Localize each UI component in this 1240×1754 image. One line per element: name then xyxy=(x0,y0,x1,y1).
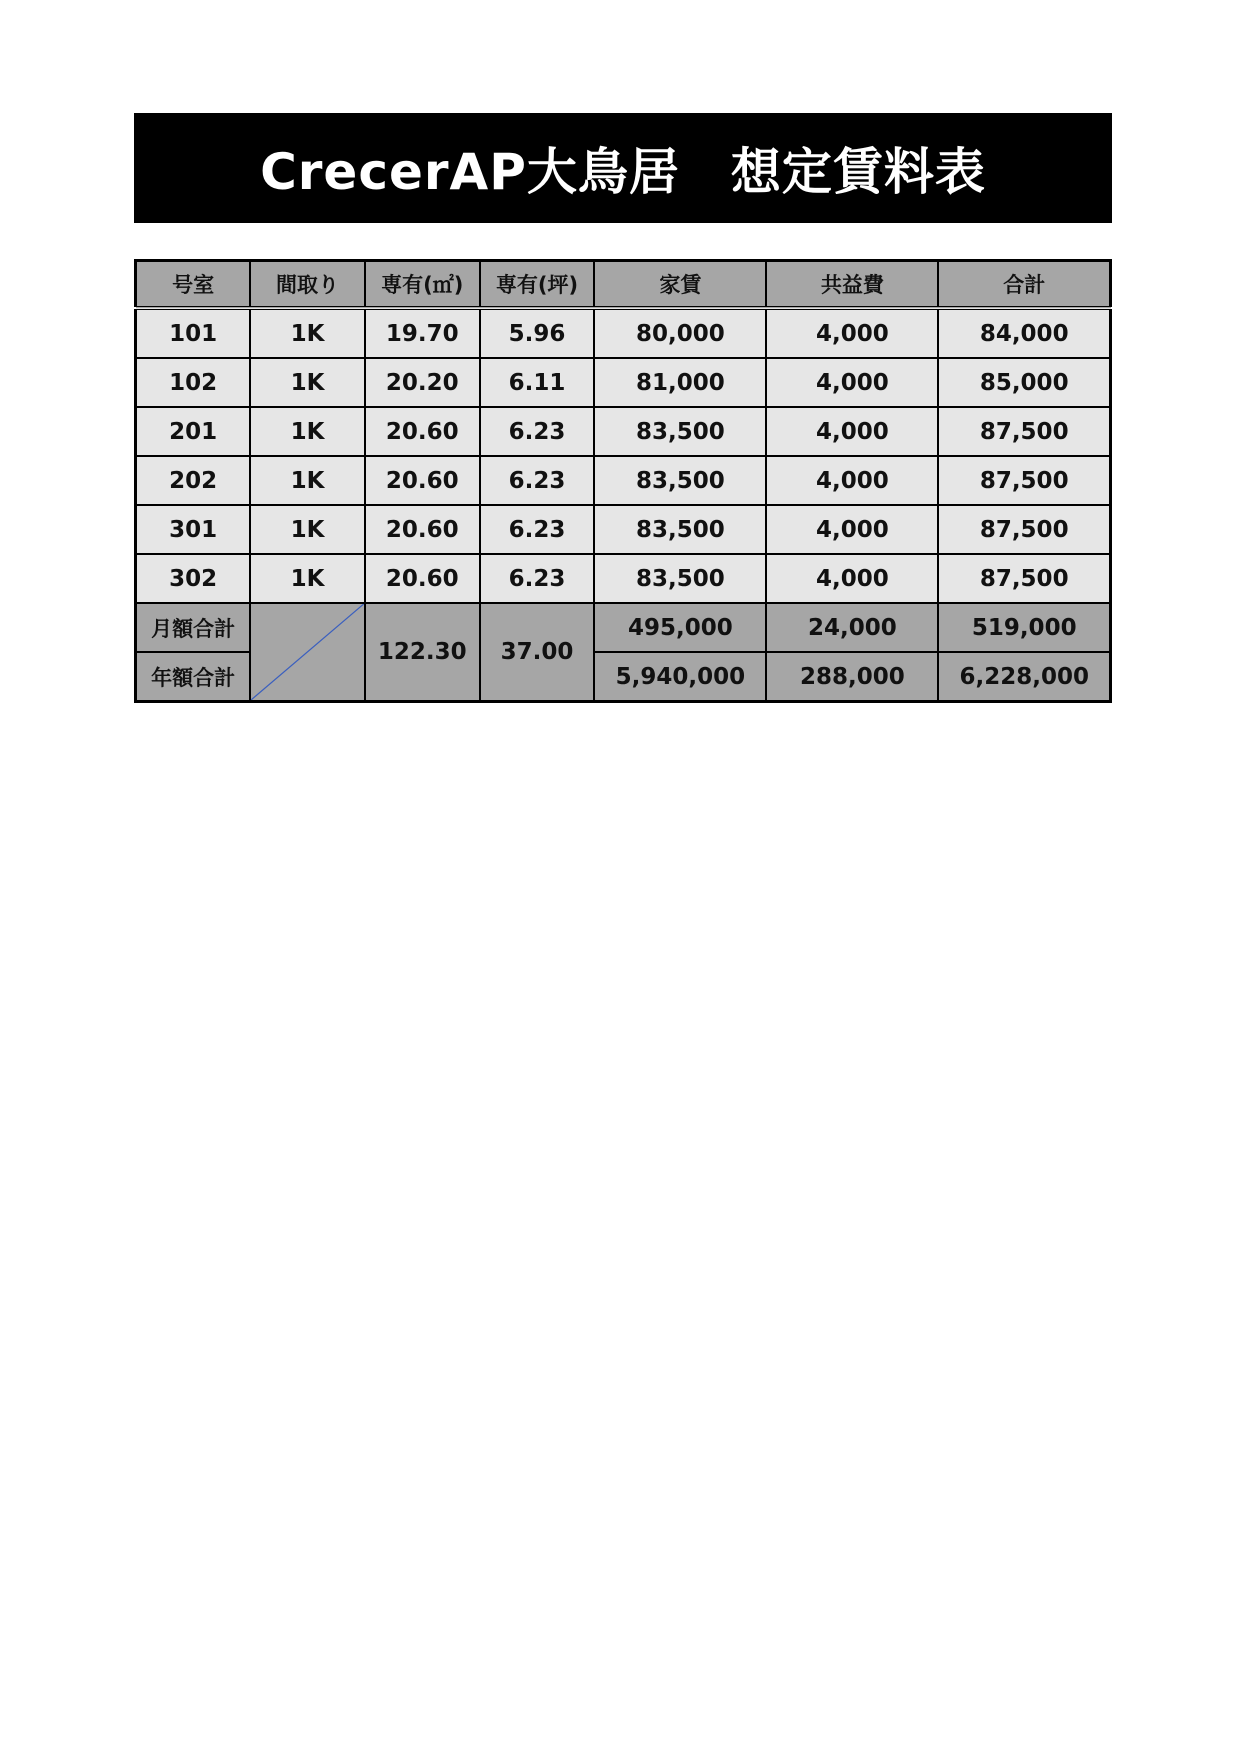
cell-area-sqm: 20.60 xyxy=(365,407,480,456)
total-area-sqm: 122.30 xyxy=(365,603,480,702)
cell-area-tsubo: 6.23 xyxy=(480,407,595,456)
cell-layout: 1K xyxy=(250,358,365,407)
cell-area-tsubo: 6.11 xyxy=(480,358,595,407)
monthly-total-label: 月額合計 xyxy=(136,603,251,652)
header-area-tsubo: 専有(坪) xyxy=(480,261,595,309)
monthly-grand-total: 519,000 xyxy=(938,603,1110,652)
annual-rent-total: 5,940,000 xyxy=(594,652,766,702)
cell-layout: 1K xyxy=(250,308,365,358)
page-title: CrecerAP大鳥居 想定賃料表 xyxy=(134,113,1112,223)
cell-area-tsubo: 5.96 xyxy=(480,308,595,358)
cell-total: 84,000 xyxy=(938,308,1110,358)
cell-total: 87,500 xyxy=(938,407,1110,456)
annual-total-label: 年額合計 xyxy=(136,652,251,702)
cell-room: 102 xyxy=(136,358,251,407)
table-row xyxy=(136,407,1111,456)
cell-common-fee: 4,000 xyxy=(766,407,938,456)
cell-layout: 1K xyxy=(250,407,365,456)
cell-rent: 83,500 xyxy=(594,456,766,505)
cell-area-tsubo: 6.23 xyxy=(480,554,595,603)
header-common-fee: 共益費 xyxy=(766,261,938,309)
header-room: 号室 xyxy=(136,261,251,309)
cell-layout: 1K xyxy=(250,554,365,603)
cell-total: 87,500 xyxy=(938,456,1110,505)
diagonal-empty-cell xyxy=(250,603,365,702)
table-row xyxy=(136,308,1111,358)
cell-rent: 81,000 xyxy=(594,358,766,407)
cell-area-tsubo: 6.23 xyxy=(480,456,595,505)
table-row xyxy=(136,505,1111,554)
header-area-sqm: 専有(㎡) xyxy=(365,261,480,309)
cell-area-tsubo: 6.23 xyxy=(480,505,595,554)
cell-area-sqm: 20.60 xyxy=(365,505,480,554)
table-row xyxy=(136,554,1111,603)
total-area-tsubo: 37.00 xyxy=(480,603,595,702)
table-header-row xyxy=(136,261,1111,309)
cell-rent: 80,000 xyxy=(594,308,766,358)
cell-area-sqm: 20.60 xyxy=(365,554,480,603)
annual-common-total: 288,000 xyxy=(766,652,938,702)
header-rent: 家賃 xyxy=(594,261,766,309)
cell-room: 101 xyxy=(136,308,251,358)
monthly-rent-total: 495,000 xyxy=(594,603,766,652)
header-layout: 間取り xyxy=(250,261,365,309)
monthly-common-total: 24,000 xyxy=(766,603,938,652)
table-row xyxy=(136,358,1111,407)
cell-room: 202 xyxy=(136,456,251,505)
cell-total: 85,000 xyxy=(938,358,1110,407)
cell-total: 87,500 xyxy=(938,554,1110,603)
cell-common-fee: 4,000 xyxy=(766,308,938,358)
cell-room: 302 xyxy=(136,554,251,603)
monthly-total-row xyxy=(136,603,1111,652)
cell-area-sqm: 20.20 xyxy=(365,358,480,407)
cell-layout: 1K xyxy=(250,505,365,554)
rent-table xyxy=(134,259,1112,703)
cell-common-fee: 4,000 xyxy=(766,505,938,554)
annual-grand-total: 6,228,000 xyxy=(938,652,1110,702)
cell-layout: 1K xyxy=(250,456,365,505)
cell-total: 87,500 xyxy=(938,505,1110,554)
diagonal-line xyxy=(251,604,364,700)
cell-rent: 83,500 xyxy=(594,505,766,554)
cell-common-fee: 4,000 xyxy=(766,554,938,603)
table-row xyxy=(136,456,1111,505)
cell-room: 301 xyxy=(136,505,251,554)
cell-rent: 83,500 xyxy=(594,407,766,456)
header-total: 合計 xyxy=(938,261,1110,309)
cell-common-fee: 4,000 xyxy=(766,456,938,505)
cell-common-fee: 4,000 xyxy=(766,358,938,407)
cell-area-sqm: 19.70 xyxy=(365,308,480,358)
cell-rent: 83,500 xyxy=(594,554,766,603)
cell-area-sqm: 20.60 xyxy=(365,456,480,505)
cell-room: 201 xyxy=(136,407,251,456)
